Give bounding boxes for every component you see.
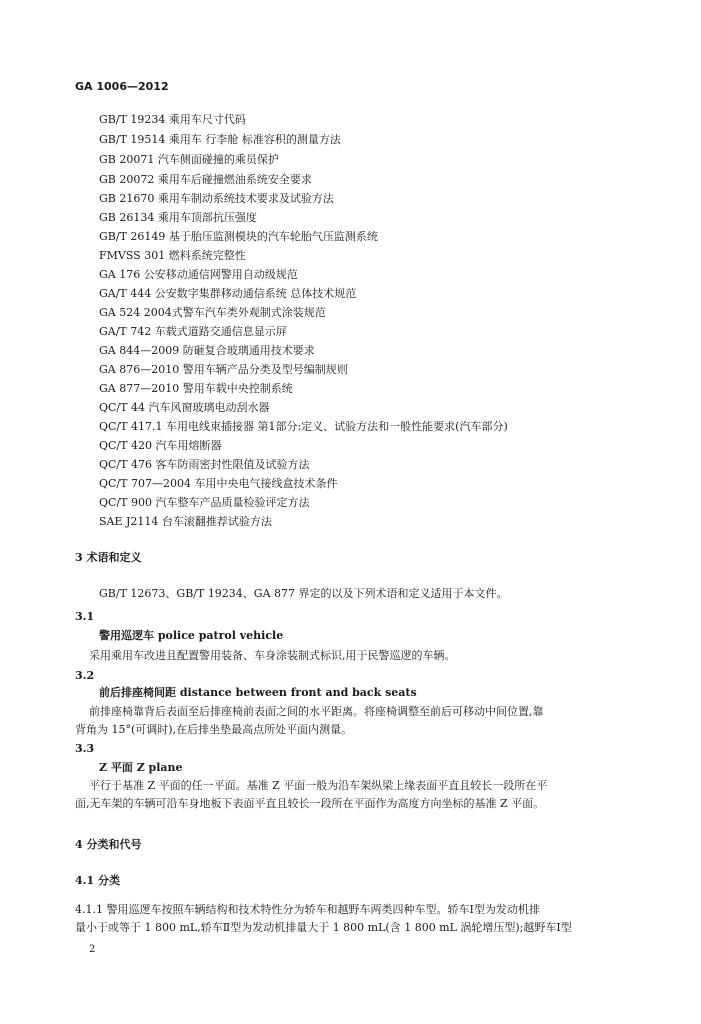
reference-item: GB/T 26149 基于胎压监测模块的汽车轮胎气压监测系统 — [99, 230, 378, 243]
reference-item: GA 876—2010 警用车辆产品分类及型号编制规则 — [99, 363, 348, 376]
clause-4-1-1-continued: 量小于或等于 1 800 mL,轿车Ⅱ型为发动机排量大于 1 800 mL(含 1 800 mL 涡轮增压型);越野车Ⅰ型 — [75, 921, 572, 934]
section-4-1-heading: 4.1 分类 — [75, 874, 120, 887]
section-3-heading: 3 术语和定义 — [75, 551, 142, 564]
reference-item: GA 524 2004式警车汽车类外观制式涂装规范 — [99, 306, 326, 319]
reference-item: GB 21670 乘用车制动系统技术要求及试验方法 — [99, 192, 334, 205]
reference-item: GB/T 19234 乘用车尺寸代码 — [99, 113, 246, 126]
reference-item: QC/T 420 汽车用熔断器 — [99, 439, 222, 452]
reference-item: GB 26134 乘用车顶部抗压强度 — [99, 211, 257, 224]
reference-item: QC/T 417.1 车用电线束插接器 第1部分:定义、试验方法和一般性能要求(汽车部分) — [99, 420, 508, 433]
reference-item: FMVSS 301 燃料系统完整性 — [99, 249, 246, 262]
term-title: Z 平面 Z plane — [99, 761, 183, 774]
reference-item: GB 20071 汽车侧面碰撞的乘员保护 — [99, 153, 279, 166]
reference-item: QC/T 900 汽车整车产品质量检验评定方法 — [99, 496, 310, 509]
section-4-heading: 4 分类和代号 — [75, 838, 142, 851]
term-definition: 前排座椅靠背后表面至后排座椅前表面之间的水平距离。将座椅调整至前后可移动中间位置,靠 — [89, 705, 544, 718]
term-definition: 面,无车架的车辆可沿车身地板下表面平直且较长一段所在平面作为高度方向坐标的基准 Z 平面。 — [75, 797, 545, 810]
term-title: 前后排座椅间距 distance between front and back seats — [99, 686, 417, 699]
term-number: 3.1 — [75, 610, 95, 623]
term-definition: 背角为 15°(可调时),在后排坐垫最高点所处平面内测量。 — [75, 723, 353, 736]
reference-item: GA 176 公安移动通信网警用自动级规范 — [99, 268, 298, 281]
reference-item: GA 844—2009 防砸复合玻璃通用技术要求 — [99, 344, 315, 357]
document-code-header: GA 1006—2012 — [75, 80, 169, 93]
page-number: 2 — [89, 944, 96, 955]
reference-item: QC/T 707—2004 车用中央电气接线盒技术条件 — [99, 477, 338, 490]
term-title: 警用巡逻车 police patrol vehicle — [99, 629, 284, 642]
term-definition: 平行于基准 Z 平面的任一平面。基准 Z 平面一般为沿车架纵梁上缘表面平直且较长一段所在平 — [89, 779, 548, 792]
reference-item: QC/T 476 客车防雨密封性限值及试验方法 — [99, 458, 310, 471]
term-number: 3.3 — [75, 742, 95, 755]
reference-item: QC/T 44 汽车风窗玻璃电动刮水器 — [99, 401, 270, 414]
reference-item: SAE J2114 台车滚翻推荐试验方法 — [99, 515, 272, 528]
reference-item: GA/T 444 公安数字集群移动通信系统 总体技术规范 — [99, 287, 357, 300]
reference-item: GA 877—2010 警用车载中央控制系统 — [99, 382, 293, 395]
term-definition: 采用乘用车改进且配置警用装备、车身涂装制式标识,用于民警巡逻的车辆。 — [89, 649, 456, 662]
term-number: 3.2 — [75, 669, 95, 682]
clause-4-1-1: 4.1.1 警用巡逻车按照车辆结构和技术特性分为轿车和越野车两类四种车型。轿车Ⅰ型为发动机排 — [75, 903, 540, 916]
reference-item: GB/T 19514 乘用车 行李舱 标准容积的测量方法 — [99, 133, 341, 146]
reference-item: GA/T 742 车载式道路交通信息显示屏 — [99, 325, 287, 338]
section-3-intro: GB/T 12673、GB/T 19234、GA 877 界定的以及下列术语和定义适用于本文件。 — [99, 587, 508, 600]
reference-item: GB 20072 乘用车后碰撞燃油系统安全要求 — [99, 173, 312, 186]
